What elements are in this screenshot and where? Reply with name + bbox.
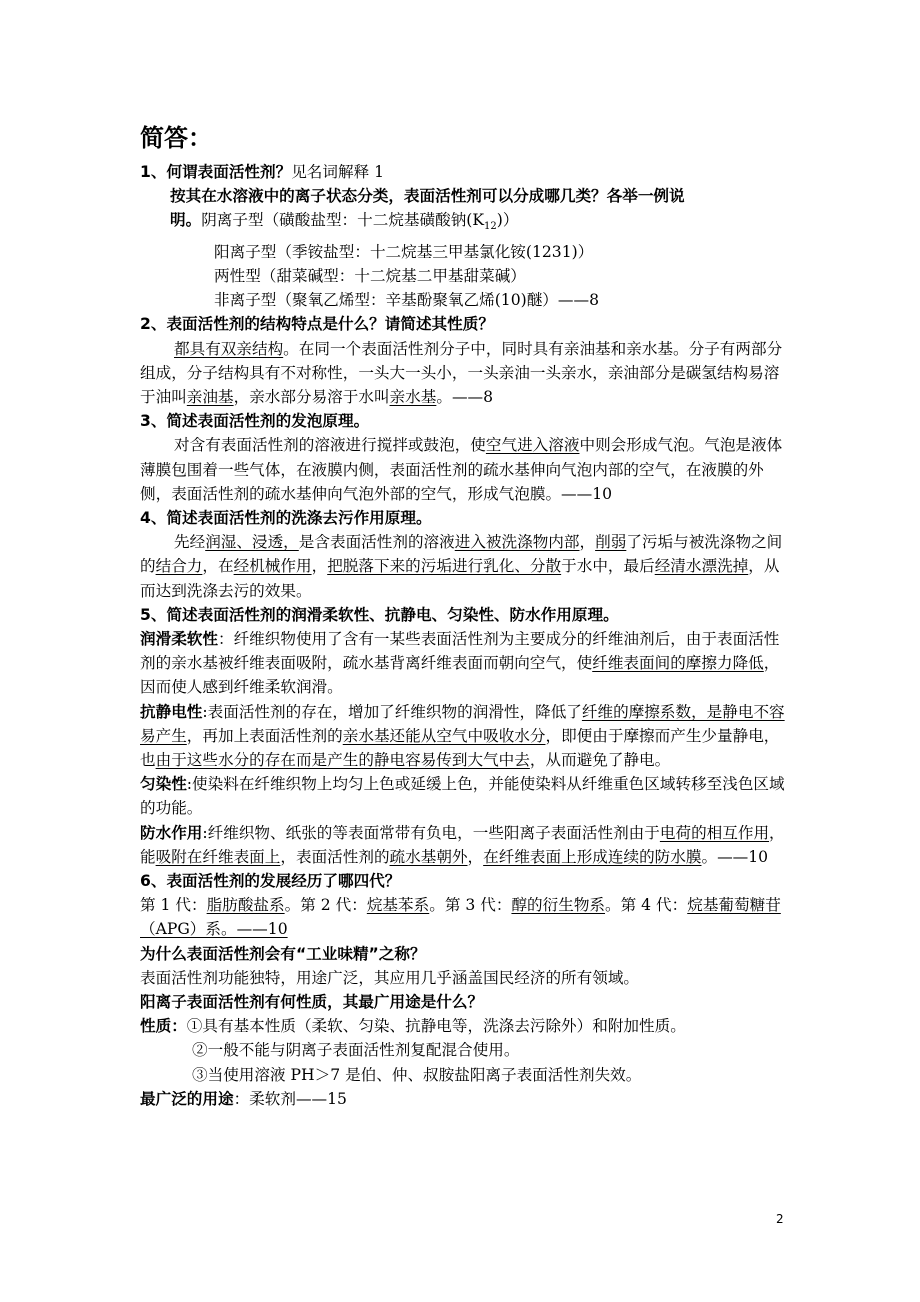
answer-anionic-end: )） [496,211,519,230]
question-8-answer-2: ②一般不能与阴离子表面活性剂复配混合使用。 [192,1041,520,1060]
underline-text: 电荷的相互作用 [659,823,770,842]
underline-text: 经清水漂洗掉 [654,557,749,576]
term-label: 润滑柔软性 [140,629,218,648]
underline-text: 纤维表面间的摩擦力降低 [592,654,764,673]
body-text: 是含表面活性剂的溶液 [298,533,455,552]
body-text: :表面活性剂的存在，增加了纤维织物的润滑性，降低了 [202,702,582,721]
term-label: 最广泛的用途 [140,1089,234,1108]
body-text: ，从而避免了静电。 [529,750,671,769]
question-1-sub-line2: 明。 [170,211,202,230]
underline-text: 醇的衍生物系 [511,896,606,915]
waterproof-paragraph [140,821,790,869]
question-8-answer-3: ③当使用溶液 PH＞7 是伯、仲、叔胺盐阳离子表面活性剂失效。 [192,1065,642,1084]
question-1-sub [140,184,790,208]
answer-anionic-subscript: 12 [484,221,497,233]
body-text: ，能 [140,823,785,866]
body-text: 。——10 [701,847,769,866]
question-3-answer [140,433,790,506]
body-text: ，表面活性剂的 [280,847,390,866]
question-1 [140,160,790,184]
question-1-title: 1、何谓表面活性剂？ [140,163,292,181]
underline-text: 亲水基还能从空气中吸收水分 [342,726,546,745]
underline-text: 亲水基 [389,387,437,406]
underline-text: 纤维的摩擦系数，是静电不容易产生 [140,702,785,745]
body-text: ，因而使人感到纤维柔软润滑。 [140,654,780,697]
body-text: ， [579,533,596,552]
question-6-answer [140,893,790,941]
underline-text: 进入被洗涤物内部 [454,533,580,552]
body-text: 中则会形成气泡。气泡是液体薄膜包围着一些气体，在液膜内侧，表面活性剂的疏水基伸向气泡内部的空气，在液膜的外侧，表面活性剂的疏水基伸向气泡外部的空气，形成气泡膜。——10 [140,436,783,503]
underline-text: 空气进入溶液 [485,436,580,455]
question-6-title: 6、表面活性剂的发展经历了哪四代？ [140,872,401,890]
body-text: ：纤维织物使用了含有一某些表面活性剂为主要成分的纤维油剂后，由于表面活性剂的亲水基被纤维表面吸附，疏水基背离纤维表面而朝向空气，使 [140,629,780,673]
underline-text: 烷基葡萄糖苷（APG）系。——10 [140,896,781,939]
underline-text: 结合力 [155,557,203,576]
underline-text: 由于这些水分的存在而是产生的静电容易传到大气中去 [155,750,530,769]
body-text: ，即便由于摩擦而产生少量静电，也 [140,726,780,769]
underline-text: 把脱落下来的污垢进行乳化、分散 [327,557,562,576]
body-text: ， [467,847,484,866]
body-text: ：柔软剂——15 [233,1089,347,1108]
body-text: ，亲水部分易溶于水叫 [233,387,390,406]
body-text: ①具有基本性质（柔软、匀染、抗静电等，洗涤去污除外）和附加性质。 [186,1017,686,1036]
underline-text: 烷基苯系 [366,896,430,915]
question-7-answer: 表面活性剂功能独特，用途广泛，其应用几乎涵盖国民经济的所有领域。 [140,968,640,987]
body-text: 。第 3 代： [429,896,512,915]
question-8-title: 阳离子表面活性剂有何性质，其最广用途是什么？ [140,993,484,1012]
body-text: 。——8 [436,387,494,406]
body-text: 了污垢与被洗涤物之间的 [140,533,783,576]
underline-text: 润湿、浸透， [205,533,299,552]
question-1-answer-1 [140,208,790,239]
body-text: 于水中，最后 [561,557,655,576]
answer-anionic: 阴离子型（磺酸盐型：十二烷基磺酸钠(K [201,211,485,230]
underline-text: 在纤维表面上形成连续的防水膜 [483,847,702,866]
body-text: 对含有表面活性剂的溶液进行搅拌或鼓泡，使 [174,436,486,455]
question-1-sub-line1: 按其在水溶液中的离子状态分类，表面活性剂可以分成哪几类？各举一例说 [170,187,685,206]
antistatic-paragraph [140,700,790,773]
question-8-answer-4 [140,1087,790,1111]
underline-text: 吸附在纤维表面上 [155,847,281,866]
term-label: 性质： [140,1017,187,1036]
answer-nonionic: 非离子型（聚氧乙烯型：辛基酚聚氧乙烯(10)醚）——8 [214,291,599,310]
underline-text: 削弱 [595,533,627,552]
question-3-title: 3、简述表面活性剂的发泡原理。 [140,412,370,431]
body-text: ，从而达到洗涤去污的效果。 [140,557,780,600]
underline-text: 脂肪酸盐系 [206,896,285,915]
question-7-title: 为什么表面活性剂会有“工业味精”之称？ [140,944,426,963]
question-4-answer [140,530,790,603]
question-2-title: 2、表面活性剂的结构特点是什么？请简述其性质？ [140,315,494,334]
document-body [140,160,790,1111]
body-text: ， [311,557,328,576]
page-number: 2 [776,1212,784,1226]
body-text: :使染料在纤维织物上均匀上色或延缓上色，并能使染料从纤维重色区域转移至浅色区域的功能。 [140,775,785,818]
page-title: 简答： [140,124,212,152]
body-text: 。在同一个表面活性剂分子中，同时具有亲油基和亲水基。分子有两部分组成，分子结构具有不对称性，一头大一头小，一头亲油一头亲水，亲油部分是碳氢结构易溶于油叫 [140,339,783,406]
leveling-paragraph [140,772,790,820]
lubrication-paragraph [140,627,790,700]
body-text: ，再加上表面活性剂的 [186,726,343,745]
underline-text: 都具有双亲结构 [174,339,284,358]
underline-text: 疏水基朝外 [389,847,468,866]
body-text: 第 1 代： [140,896,207,915]
question-2-answer [140,337,790,410]
body-text: 先经 [174,533,206,552]
answer-cationic: 阳离子型（季铵盐型：十二烷基三甲基氯化铵(1231)） [214,242,594,261]
term-label: 防水作用 [140,823,203,842]
body-text: ，在 [202,557,234,576]
question-8-answer-1 [140,1014,790,1038]
body-text: 。第 4 代： [605,896,688,915]
body-text: 。第 2 代： [284,896,367,915]
question-1-ref: 见名词解释 1 [291,163,385,181]
answer-amphoteric: 两性型（甜菜碱型：十二烷基二甲基甜菜碱） [214,266,526,285]
underline-text: 亲油基 [186,387,234,406]
term-label: 抗静电性 [140,702,203,721]
question-5-title: 5、简述表面活性剂的润滑柔软性、抗静电、匀染性、防水作用原理。 [140,605,619,624]
underline-text: 经机械作用 [233,557,312,576]
body-text: :纤维织物、纸张的等表面常带有负电，一些阳离子表面活性剂由于 [202,823,660,842]
question-4-title: 4、简述表面活性剂的洗涤去污作用原理。 [140,508,432,527]
term-label: 匀染性 [140,775,187,794]
